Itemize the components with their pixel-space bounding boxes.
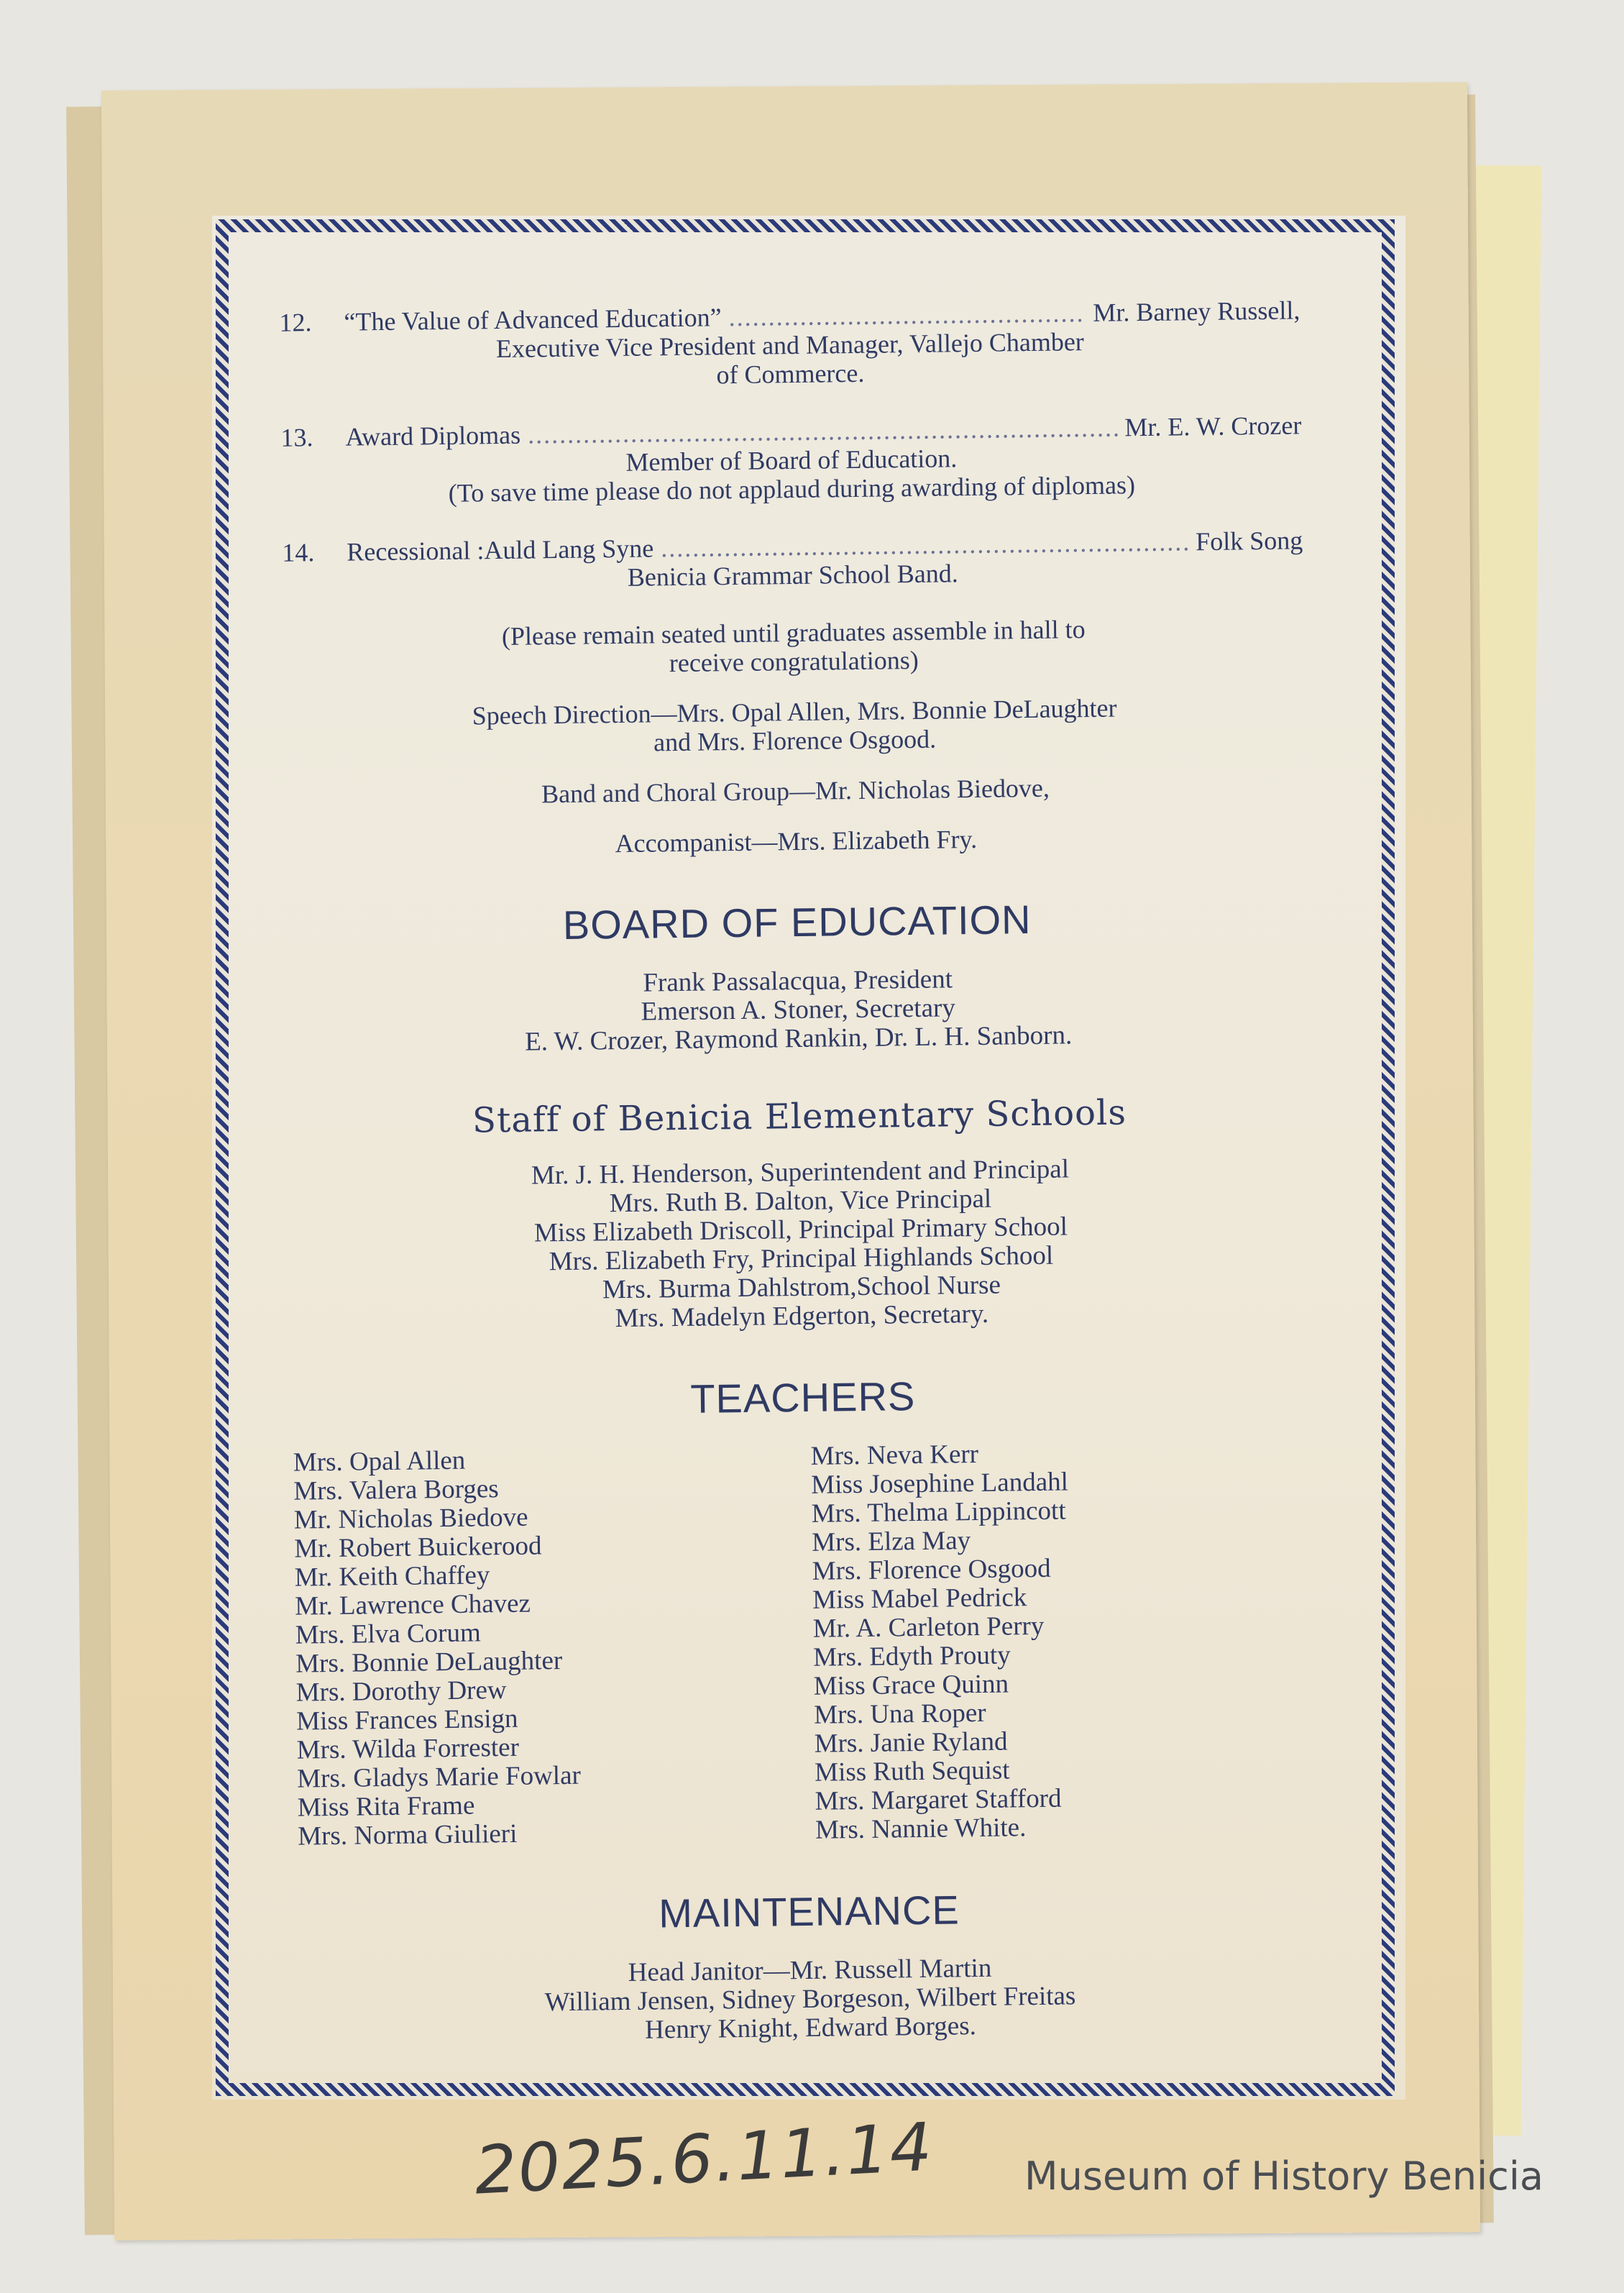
teacher-name: Mrs. Una Roper xyxy=(813,1698,986,1730)
teacher-name: Mrs. Elva Corum xyxy=(295,1618,481,1650)
note-accompanist xyxy=(285,820,1306,861)
teacher-name: Mr. Keith Chaffey xyxy=(294,1560,490,1593)
item-detail: (To save time please do not applaud during awarding of diplomas) xyxy=(448,470,1136,508)
teacher-name: Miss Rita Frame xyxy=(297,1790,475,1823)
program-item-12 xyxy=(279,296,1300,394)
handwritten-date: 2025.6.11.14 xyxy=(472,2108,935,2210)
item-detail: Member of Board of Education. xyxy=(625,444,958,477)
teacher-name: Mrs. Norma Giulieri xyxy=(297,1818,518,1852)
program-item-14 xyxy=(282,526,1303,595)
staff-line: Mrs. Burma Dahlstrom,School Nurse xyxy=(602,1270,1001,1305)
teacher-name: Mrs. Gladys Marie Fowlar xyxy=(296,1760,582,1794)
teacher-name: Mrs. Dorothy Drew xyxy=(295,1675,507,1708)
note-seated xyxy=(283,612,1305,682)
item-number: 14. xyxy=(282,538,315,567)
teacher-name: Mrs. Elza May xyxy=(812,1526,971,1557)
item-title: “The Value of Advanced Education” xyxy=(344,303,722,337)
teachers-heading: TEACHERS xyxy=(689,1373,916,1422)
staff-line: Mrs. Madelyn Edgerton, Secretary. xyxy=(615,1299,989,1334)
teacher-name: Mrs. Neva Kerr xyxy=(810,1439,979,1471)
program-content xyxy=(279,296,1321,2048)
staff-list xyxy=(290,1152,1313,1337)
teacher-name: Mr. Robert Buickerood xyxy=(294,1531,542,1564)
item-title: Award Diplomas xyxy=(345,420,521,452)
teacher-name: Mrs. Thelma Lippincott xyxy=(811,1496,1066,1529)
teacher-name: Mr. Nicholas Biedove xyxy=(293,1502,528,1535)
item-detail: of Commerce. xyxy=(716,358,865,390)
leader-dots xyxy=(728,298,1086,331)
note-line: Accompanist—Mrs. Elizabeth Fry. xyxy=(615,824,978,859)
staff-line: Mr. J. H. Henderson, Superintendent and Principal xyxy=(531,1154,1070,1191)
teacher-name: Mrs. Bonnie DeLaughter xyxy=(295,1646,563,1679)
staff-line: Mrs. Elizabeth Fry, Principal Highlands School xyxy=(549,1240,1054,1277)
teacher-name: Miss Ruth Sequist xyxy=(814,1755,1010,1788)
teachers-left-column xyxy=(293,1442,802,1852)
note-line: Speech Direction—Mrs. Opal Allen, Mrs. Bonnie DeLaughter xyxy=(472,693,1117,731)
teachers-right-column xyxy=(797,1436,1319,1845)
maintenance-heading: MAINTENANCE xyxy=(658,1887,960,1936)
teacher-name: Mr. A. Carleton Perry xyxy=(812,1611,1045,1644)
item-number: 13. xyxy=(280,423,313,452)
teacher-name: Mrs. Opal Allen xyxy=(293,1445,466,1478)
program-item-13 xyxy=(280,411,1302,509)
board-members xyxy=(288,961,1309,1059)
note-band xyxy=(285,770,1306,811)
teacher-name: Miss Josephine Landahl xyxy=(811,1467,1069,1500)
staff-heading: Staff of Benicia Elementary Schools xyxy=(472,1092,1127,1141)
note-line: receive congratulations) xyxy=(669,645,919,678)
museum-watermark: Museum of History Benicia xyxy=(1024,2154,1543,2199)
teacher-name: Mrs. Janie Ryland xyxy=(814,1726,1008,1759)
teacher-name: Mr. Lawrence Chavez xyxy=(295,1588,531,1621)
maintenance-list xyxy=(299,1950,1321,2049)
maintenance-line: Head Janitor—Mr. Russell Martin xyxy=(628,1953,992,1987)
board-line: E. W. Crozer, Raymond Rankin, Dr. L. H. Sanborn. xyxy=(524,1020,1073,1057)
item-presenter: Mr. E. W. Crozer xyxy=(1124,411,1302,442)
teacher-name: Mrs. Margaret Stafford xyxy=(815,1783,1062,1816)
teachers-list xyxy=(293,1436,1319,1851)
board-heading: BOARD OF EDUCATION xyxy=(562,897,1032,948)
teacher-name: Miss Grace Quinn xyxy=(813,1669,1009,1701)
item-detail: Benicia Grammar School Band. xyxy=(627,559,958,592)
note-line: (Please remain seated until graduates assemble in hall to xyxy=(501,615,1086,651)
item-presenter: Folk Song xyxy=(1195,526,1303,557)
note-line: Band and Choral Group—Mr. Nicholas Biedove, xyxy=(541,773,1050,809)
teacher-name: Miss Mabel Pedrick xyxy=(812,1583,1027,1615)
item-number: 12. xyxy=(279,308,312,337)
item-presenter: Mr. Barney Russell, xyxy=(1093,296,1300,327)
item-detail: Executive Vice President and Manager, Vallejo Chamber xyxy=(495,327,1085,364)
board-line: Frank Passalacqua, President xyxy=(643,964,953,998)
teacher-name: Miss Frances Ensign xyxy=(295,1703,518,1736)
note-speech-direction xyxy=(284,691,1306,761)
teacher-name: Mrs. Valera Borges xyxy=(293,1474,499,1506)
staff-line: Mrs. Ruth B. Dalton, Vice Principal xyxy=(609,1184,992,1219)
item-title: Recessional :Auld Lang Syne xyxy=(347,534,654,567)
note-line: and Mrs. Florence Osgood. xyxy=(653,724,937,757)
board-line: Emerson A. Stoner, Secretary xyxy=(641,993,956,1027)
teacher-name: Mrs. Nannie White. xyxy=(815,1813,1027,1845)
maintenance-line: Henry Knight, Edward Borges. xyxy=(644,2011,977,2045)
teacher-name: Mrs. Wilda Forrester xyxy=(296,1732,520,1765)
maintenance-line: William Jensen, Sidney Borgeson, Wilbert Freitas xyxy=(544,1981,1076,2018)
teacher-name: Mrs. Florence Osgood xyxy=(812,1553,1051,1586)
staff-line: Miss Elizabeth Driscoll, Principal Primary School xyxy=(533,1212,1068,1248)
teacher-name: Mrs. Edyth Prouty xyxy=(812,1640,1011,1672)
